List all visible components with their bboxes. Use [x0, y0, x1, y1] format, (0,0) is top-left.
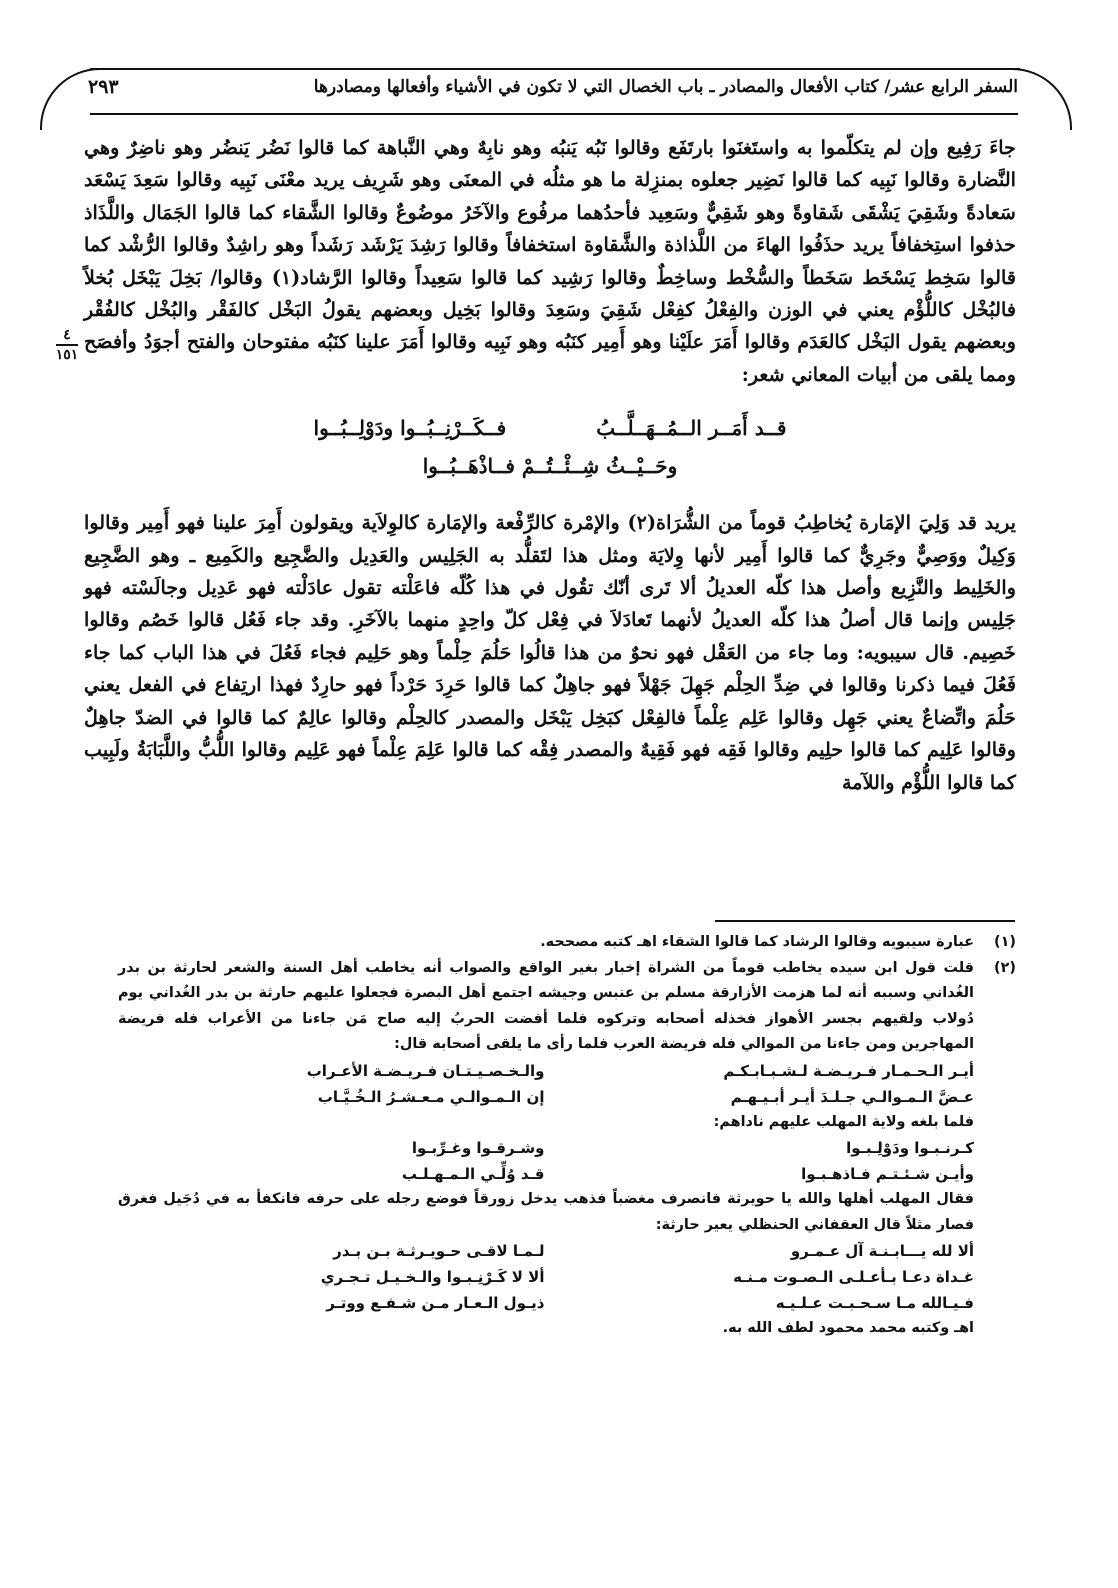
poem-hemistich-1a: قــد أَمَــر الــمُــهَــلَّــبُ [596, 416, 787, 441]
verse-row [118, 1135, 974, 1161]
poem-line-1 [84, 409, 1016, 447]
verse-row [118, 1264, 974, 1290]
margin-ref-page: ١٥١ [55, 346, 79, 363]
footnote-1-number: (١) [994, 934, 1016, 950]
margin-ref-volume: ٤ [63, 327, 71, 343]
footnote-2-text: قلت قول ابن سيده يخاطب قوماً من الشراة إخبار بغير الواقع والصواب أنه يخاطب أهل السنة والشعر لحارثة بن بدر الغُداني وسببه أنه لما هزمت الأزارقة مسلم بن عنبس وجيشه اجتمع أهل البصرة فجعلوا عليهم حارثة بن بدر الغُداني يوم دُولاب ولقيهم بجسر الأهواز فخذله أصحابه وتركوه فلما أفضت الحربُ إليه صاح مَن جاءنا من الأعراب فله فريضة المهاجرين ومن جاءنا من الموالي فله فريضة العرب فلما رأى ما يلقى أصحابه قال: [118, 959, 974, 1052]
verse-row [118, 1058, 974, 1084]
verse-hemistich: أيـر الـحـمـار فـريـضـة لـشـبـابـكـم [723, 1061, 974, 1080]
body-paragraph-2: يريد قد وَلِيَ الإمَارة يُخاطِبُ قوماً من الشُّرَاة(٢) والإمْرة كالرِّفْعة والإمَارة كالوِلاَية ويقولون أَمِرَ علينا فهو أَمِير وقالوا وَكِيلٌ ووَصِيٌّ وجَرِيٌّ كما قالوا أَمِير لأنها وِلايَة ومثل هذا لتَقلُّد به الجَلِيس والعَدِيل والضَّجِيع والكَمِيع ـ وهو الضَّجِيع والخَلِيط والنَّزِيع وأصل هذا كلّه العديلُ ألا تَرى أنّك تقُول في هذا كُلّه فاعَلْته تقول عادَلْته فهو عَدِيل وجالَسْته فهو جَلِيس وإنما قال أصلُ هذا كلّه العديلُ لأنهما تَعادَلاَ في فِعْل كلّ واحِدٍ منهما بالآخَرِ. وقد جاء فَعُل قالوا خَصُم وقالوا خَصِيم. قال سيبويه: وما جاء من العَقْل فهو نحوٌ من هذا قالُوا حَلُمَ حِلْماً وهو حَلِيم فجاء فَعُلَ في هذا الباب كما جاء فَعُلَ فيما ذكرنا وقالوا في ضِدِّ الحِلْم جَهِلَ جَهْلاً فهو جاهِلٌ كما قالوا حَرِدَ حَرْداً فهو حارِدٌ فهذا ارتِفاع في الفعل يعني حَلُمَ واتِّضاعٌ يعني جَهِل وقالوا عَلِم عِلْماً فالفِعْل كبَخِل يَبْخَل والمصدر كالحِلْم وقالوا عالِمٌ كما قالوا في الضدّ جاهِلٌ وقالوا عَلِيم كما قالوا حلِيم وقالوا فَقِه فهو فَقِيهٌ والمصدر فِقْه كما قالوا عَلِمَ عِلْماً فهو عَلِيم وقالوا اللُّبُّ واللَّبَابَةُ ولَبِيب كما قالوا اللُّؤْم واللآمة [84, 511, 1016, 794]
verse-hemistich: إن الـمـوالـي مـعـشـرُ الـخُـيَّـاب [317, 1087, 545, 1106]
verse-hemistich: عـضَّ الـمـوالـي جـلـدَ أيـر أبـيـهـم [730, 1087, 974, 1106]
margin-reference [50, 328, 84, 362]
main-body [84, 132, 1016, 799]
footnote-2-closing: اهـ وكتبه محمد محمود لطف الله به. [722, 1320, 974, 1336]
verse-hemistich: غـداة دعـا بـأعـلـى الـصـوت مـنـه [733, 1268, 974, 1286]
verse-row [118, 1161, 974, 1187]
poem-hemistich-1b: فــكَــرْنِــبُــوا ودَوْلِــبُــوا [313, 416, 507, 441]
verse-hemistich: كـرنـبـوا ودَوْلِـبـوا [846, 1139, 974, 1157]
verse-hemistich: وأيـن شـئـتـم فـاذهـبـوا [801, 1165, 974, 1183]
frame-right-curve [1010, 68, 1072, 130]
verse-hemistich: ألا لله يـــابـنـة آل عـمـرو [790, 1242, 974, 1260]
header-divider [90, 113, 1018, 115]
verse-hemistich: ألا لا كَـرْنِـبـوا والـخـيـل تـجـري [320, 1268, 545, 1286]
body-paragraph-1: جاءَ رَفِيع وإن لم يتكلّموا به واستَغنَوا بارتَفَع وقالوا نَبُه يَنبُه وهو نابِهٌ وهي النَّباهة كما قالوا نَضُر يَنضُر وهو ناضِرٌ وهي النَّضارة وقالوا نَبِيه كما قالوا نَضِير جعلوه بمنزِلة ما هو مثلُه في المعنَى وهو شَرِيف يريد معْنَى نَبِيه وقالوا سَعِدَ يَسْعَد سَعادةً وشَقِيَ يَشْقَى شَقاوةً وهو شَقِيٌّ وسَعِيد فأحدُهما مرفُوع والآخَرُ موضُوعٌ وقالوا الشَّقاء كما قالوا الجَمَال واللَّذَاذ حذفوا استِخفافاً يريد حذَفُوا الهاءَ من اللَّذاذة والشَّقاوة استخفافاً وقالوا رَشِدَ يَرْشَد رَشَداً وهو راشِدٌ وقالوا الرُّشْد كما قالوا سَخِط يَسْخَط سَخَطاً والسُّخْط وساخِطٌ وقالوا رَشِيد كما قالوا سَعِيداً وقالوا الرَّشاد(١) وقالوا/ بَخِلَ يَبْخَل بُخلاً فالبُخْل كاللُّؤْم يعني في الوزن والفِعْلُ كفِعْل شَقِيَ وسَعِدَ وقالوا بَخِيل وبعضهم يقولُ البَخْل كالفَقْر والبُخْل كالفُقْر وبعضهم يقول البَخْل كالعَدَم وقالوا أَمَرَ علَيْنا وهو أَمِير كنَبُه وهو نَبِيه وقالوا أَمَرَ علينا كنَبُه مفتوحان والفتح أجوَدُ وأفصَح ومما يلقى من أبيات المعاني شعر: [84, 136, 1016, 386]
page-header [88, 70, 1018, 104]
footnote-divider [715, 920, 1015, 922]
footnote-2 [118, 956, 1016, 1342]
verse-row [118, 1238, 974, 1264]
footnote-2-prose: فقال المهلب أهلها والله يا حويرثة فانصرف مغضباً فذهب يدخل زورقاً فوضع رجله على حرفه فانكفأ به في دُجَيل فغرق فصار مثلاً قال العقفاني الحنظلي يعير حارثة: [118, 1191, 974, 1233]
verse-hemistich: قـد وُلِّـي الـمـهـلـب [401, 1165, 545, 1183]
verse-hemistich: فـيـالله مـا سـحـبـت عـلـيـه [775, 1294, 974, 1312]
footnotes [118, 930, 1016, 1342]
poem-block [84, 409, 1016, 485]
verse-hemistich: وشـرقـوا وغـرِّبـوا [411, 1139, 545, 1157]
poem-line-2 [84, 447, 1016, 485]
page-number: ٢٩٣ [88, 76, 119, 98]
verse-row [118, 1084, 974, 1110]
margin-ref-bar [56, 344, 78, 346]
verse-hemistich: لـمـا لاقـى حـويـرثـة بـن بـدر [333, 1242, 545, 1260]
poem-hemistich-2: وحَــيْــثُ شِــئْــتُــمْ فــاذْهَــبُــوا [422, 454, 678, 479]
footnote-1 [118, 930, 1016, 956]
footnote-2-intro: فلما بلغه ولاية المهلب عليهم ناداهم: [713, 1113, 974, 1130]
running-title: السفر الرابع عشر/ كتاب الأفعال والمصادر ـ باب الخصال التي لا تكون في الأشياء وأفعالها ومصادرها [313, 77, 1018, 97]
verse-hemistich: والـخـصـيـتـان فـريـضـة الأعـراب [306, 1061, 545, 1080]
verse-row [118, 1290, 974, 1316]
footnote-2-number: (٢) [994, 959, 1016, 976]
footnote-1-text: عبارة سيبويه وقالوا الرشاد كما قالوا الشقاء اهـ كتبه مصححه. [540, 934, 974, 950]
verse-hemistich: ذيـول الـعـار مـن شـفـع ووتـر [326, 1294, 545, 1312]
